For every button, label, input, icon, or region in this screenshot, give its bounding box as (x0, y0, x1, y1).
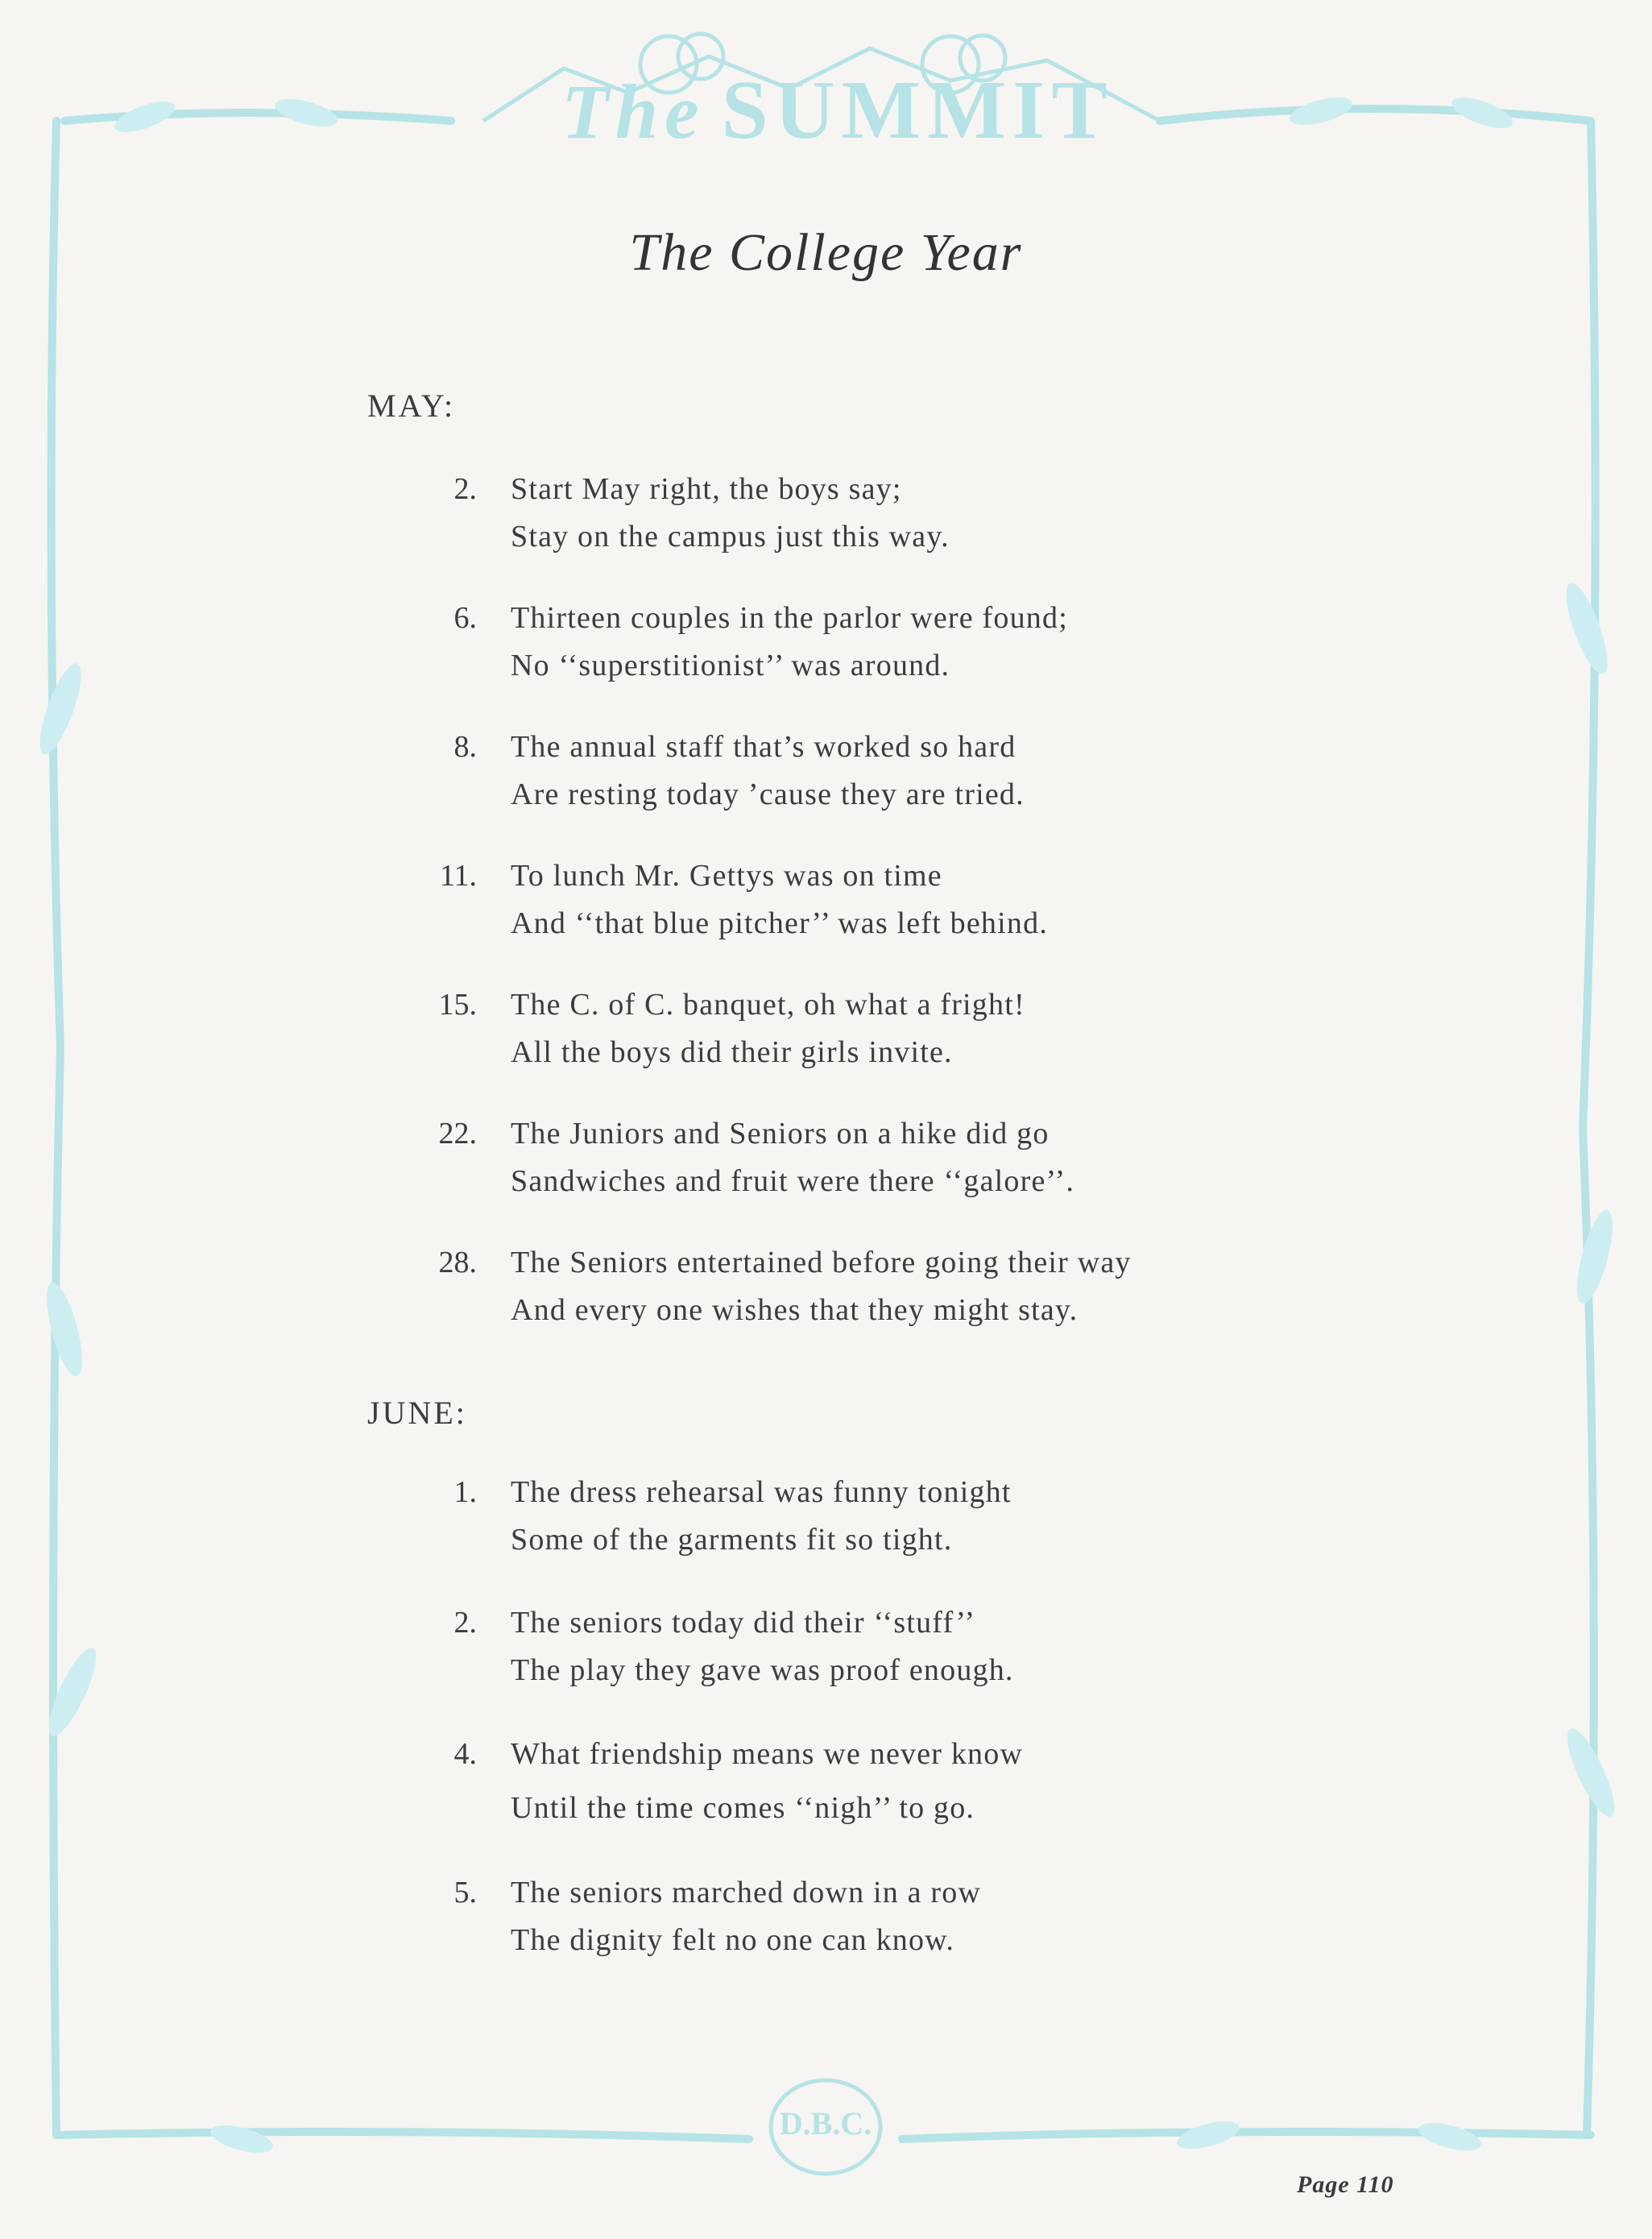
page-number: Page 110 (1297, 2171, 1394, 2198)
entry-line-1: The Seniors entertained before going their way (511, 1246, 1132, 1279)
entry-line-1: To lunch Mr. Gettys was on time (511, 859, 942, 893)
yearbook-banner-title (491, 64, 1184, 156)
entry-line-2: Stay on the campus just this way. (511, 520, 950, 554)
entry-line-2: All the boys did their girls invite. (511, 1035, 953, 1069)
entry-line-1: The seniors marched down in a row (511, 1876, 982, 1909)
banner-the: The (561, 68, 706, 155)
entry-line-2: Are resting today ’cause they are tried. (511, 777, 1025, 811)
entry-line-1: The dress rehearsal was funny tonight (511, 1475, 1012, 1509)
entry-day: 6. (453, 601, 477, 635)
entry-day: 2. (453, 472, 477, 506)
entry-line-1: The C. of C. banquet, oh what a fright! (511, 988, 1025, 1022)
entry-day: 5. (453, 1876, 477, 1909)
dbc-logo: D.B.C. (779, 2105, 872, 2142)
entry-day: 15. (438, 988, 477, 1022)
month-heading-may: MAY: (367, 388, 456, 424)
entry-line-2: Some of the garments fit so tight. (511, 1523, 953, 1557)
entry-line-1: The Juniors and Seniors on a hike did go (511, 1117, 1050, 1151)
entry-day: 8. (453, 730, 477, 764)
entry-day: 2. (453, 1606, 477, 1640)
banner-summit: SUMMIT (721, 64, 1114, 156)
entry-line-1: The seniors today did their ‘‘stuff’’ (511, 1606, 976, 1640)
entry-line-2: Sandwiches and fruit were there ‘‘galore’’. (511, 1164, 1075, 1198)
entry-line-1: Start May right, the boys say; (511, 472, 902, 506)
entry-day: 1. (453, 1475, 477, 1509)
page-title: The College Year (629, 223, 1023, 282)
month-heading-june: JUNE: (367, 1395, 467, 1431)
entry-day: 4. (453, 1737, 477, 1771)
entry-line-1: The annual staff that’s worked so hard (511, 730, 1016, 764)
entry-line-2: No ‘‘superstitionist’’ was around. (511, 649, 950, 682)
entry-line-1: Thirteen couples in the parlor were found; (511, 601, 1068, 635)
entry-line-2: And ‘‘that blue pitcher’’ was left behind. (511, 906, 1048, 940)
entry-day: 11. (439, 859, 477, 893)
entry-line-2: The play they gave was proof enough. (511, 1653, 1014, 1687)
entry-day: 22. (438, 1117, 477, 1151)
entry-day: 28. (438, 1246, 477, 1279)
entry-line-2: The dignity felt no one can know. (511, 1923, 955, 1957)
entry-line-2: And every one wishes that they might stay. (511, 1293, 1079, 1327)
entry-line-1: What friendship means we never know (511, 1737, 1024, 1771)
entry-line-2: Until the time comes ‘‘nigh’’ to go. (511, 1791, 975, 1825)
